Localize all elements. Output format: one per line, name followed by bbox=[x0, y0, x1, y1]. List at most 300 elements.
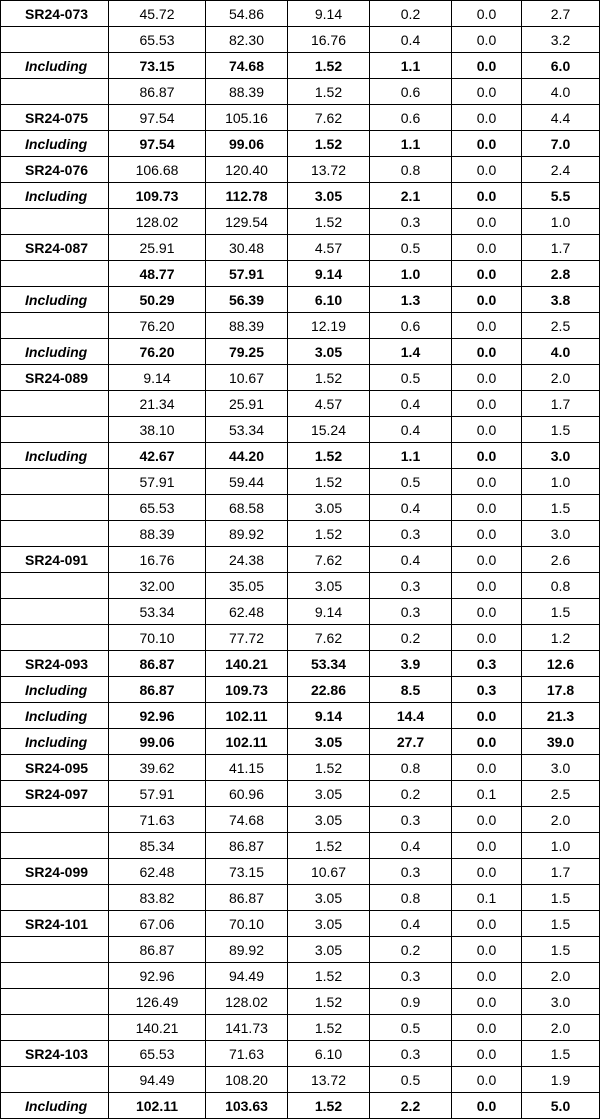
interval-cell: 3.05 bbox=[288, 729, 370, 755]
grade-a-cell: 0.2 bbox=[370, 937, 452, 963]
grade-b-cell: 0.0 bbox=[452, 313, 522, 339]
grade-c-cell: 1.7 bbox=[522, 235, 600, 261]
including-label-cell: Including bbox=[1, 53, 109, 79]
to-cell: 86.87 bbox=[206, 885, 288, 911]
grade-a-cell: 0.3 bbox=[370, 209, 452, 235]
grade-a-cell: 0.4 bbox=[370, 27, 452, 53]
including-label-cell: Including bbox=[1, 339, 109, 365]
to-cell: 60.96 bbox=[206, 781, 288, 807]
interval-cell: 13.72 bbox=[288, 1067, 370, 1093]
grade-b-cell: 0.0 bbox=[452, 833, 522, 859]
label-cell bbox=[1, 625, 109, 651]
grade-c-cell: 1.0 bbox=[522, 833, 600, 859]
hole-id-cell: SR24-089 bbox=[1, 365, 109, 391]
grade-a-cell: 0.4 bbox=[370, 833, 452, 859]
interval-cell: 3.05 bbox=[288, 911, 370, 937]
grade-b-cell: 0.0 bbox=[452, 287, 522, 313]
from-cell: 67.06 bbox=[109, 911, 206, 937]
interval-cell: 4.57 bbox=[288, 391, 370, 417]
label-cell bbox=[1, 391, 109, 417]
grade-b-cell: 0.0 bbox=[452, 989, 522, 1015]
grade-c-cell: 1.0 bbox=[522, 209, 600, 235]
grade-c-cell: 1.5 bbox=[522, 599, 600, 625]
interval-cell: 1.52 bbox=[288, 209, 370, 235]
interval-cell: 7.62 bbox=[288, 547, 370, 573]
table-row bbox=[1, 469, 600, 495]
including-label-cell: Including bbox=[1, 703, 109, 729]
label-cell bbox=[1, 469, 109, 495]
grade-c-cell: 2.0 bbox=[522, 365, 600, 391]
from-cell: 86.87 bbox=[109, 937, 206, 963]
grade-a-cell: 0.4 bbox=[370, 911, 452, 937]
grade-c-cell: 3.0 bbox=[522, 443, 600, 469]
drill-results-body bbox=[1, 1, 600, 1119]
including-label-cell: Including bbox=[1, 287, 109, 313]
to-cell: 140.21 bbox=[206, 651, 288, 677]
to-cell: 30.48 bbox=[206, 235, 288, 261]
table-row bbox=[1, 235, 600, 261]
grade-b-cell: 0.0 bbox=[452, 339, 522, 365]
grade-a-cell: 0.3 bbox=[370, 599, 452, 625]
to-cell: 35.05 bbox=[206, 573, 288, 599]
grade-a-cell: 0.4 bbox=[370, 391, 452, 417]
grade-a-cell: 8.5 bbox=[370, 677, 452, 703]
to-cell: 128.02 bbox=[206, 989, 288, 1015]
to-cell: 24.38 bbox=[206, 547, 288, 573]
table-row bbox=[1, 599, 600, 625]
to-cell: 70.10 bbox=[206, 911, 288, 937]
interval-cell: 1.52 bbox=[288, 1015, 370, 1041]
grade-a-cell: 27.7 bbox=[370, 729, 452, 755]
label-cell bbox=[1, 1067, 109, 1093]
table-row bbox=[1, 183, 600, 209]
grade-c-cell: 2.6 bbox=[522, 547, 600, 573]
table-row bbox=[1, 1067, 600, 1093]
to-cell: 57.91 bbox=[206, 261, 288, 287]
table-row bbox=[1, 755, 600, 781]
hole-id-cell: SR24-101 bbox=[1, 911, 109, 937]
interval-cell: 1.52 bbox=[288, 131, 370, 157]
table-row bbox=[1, 703, 600, 729]
interval-cell: 1.52 bbox=[288, 833, 370, 859]
grade-b-cell: 0.0 bbox=[452, 911, 522, 937]
from-cell: 85.34 bbox=[109, 833, 206, 859]
grade-c-cell: 2.0 bbox=[522, 1015, 600, 1041]
table-row bbox=[1, 547, 600, 573]
to-cell: 62.48 bbox=[206, 599, 288, 625]
grade-a-cell: 0.6 bbox=[370, 105, 452, 131]
grade-c-cell: 1.5 bbox=[522, 495, 600, 521]
from-cell: 25.91 bbox=[109, 235, 206, 261]
from-cell: 42.67 bbox=[109, 443, 206, 469]
label-cell bbox=[1, 833, 109, 859]
label-cell bbox=[1, 495, 109, 521]
interval-cell: 7.62 bbox=[288, 105, 370, 131]
from-cell: 62.48 bbox=[109, 859, 206, 885]
grade-b-cell: 0.0 bbox=[452, 443, 522, 469]
from-cell: 71.63 bbox=[109, 807, 206, 833]
grade-a-cell: 0.9 bbox=[370, 989, 452, 1015]
grade-c-cell: 12.6 bbox=[522, 651, 600, 677]
table-row bbox=[1, 1, 600, 27]
grade-c-cell: 2.4 bbox=[522, 157, 600, 183]
grade-c-cell: 17.8 bbox=[522, 677, 600, 703]
interval-cell: 10.67 bbox=[288, 859, 370, 885]
from-cell: 140.21 bbox=[109, 1015, 206, 1041]
grade-b-cell: 0.0 bbox=[452, 937, 522, 963]
table-row bbox=[1, 1093, 600, 1119]
interval-cell: 3.05 bbox=[288, 937, 370, 963]
grade-b-cell: 0.0 bbox=[452, 599, 522, 625]
to-cell: 74.68 bbox=[206, 53, 288, 79]
from-cell: 97.54 bbox=[109, 131, 206, 157]
grade-b-cell: 0.0 bbox=[452, 79, 522, 105]
grade-c-cell: 3.8 bbox=[522, 287, 600, 313]
interval-cell: 13.72 bbox=[288, 157, 370, 183]
label-cell bbox=[1, 599, 109, 625]
grade-c-cell: 4.0 bbox=[522, 79, 600, 105]
interval-cell: 1.52 bbox=[288, 1093, 370, 1119]
grade-b-cell: 0.0 bbox=[452, 53, 522, 79]
grade-a-cell: 0.3 bbox=[370, 521, 452, 547]
to-cell: 94.49 bbox=[206, 963, 288, 989]
table-row bbox=[1, 989, 600, 1015]
table-row bbox=[1, 495, 600, 521]
to-cell: 74.68 bbox=[206, 807, 288, 833]
grade-b-cell: 0.0 bbox=[452, 495, 522, 521]
grade-b-cell: 0.3 bbox=[452, 677, 522, 703]
from-cell: 109.73 bbox=[109, 183, 206, 209]
grade-b-cell: 0.0 bbox=[452, 27, 522, 53]
including-label-cell: Including bbox=[1, 443, 109, 469]
grade-b-cell: 0.0 bbox=[452, 755, 522, 781]
hole-id-cell: SR24-103 bbox=[1, 1041, 109, 1067]
grade-b-cell: 0.0 bbox=[452, 417, 522, 443]
from-cell: 32.00 bbox=[109, 573, 206, 599]
grade-b-cell: 0.1 bbox=[452, 781, 522, 807]
table-row bbox=[1, 963, 600, 989]
including-label-cell: Including bbox=[1, 183, 109, 209]
grade-c-cell: 3.2 bbox=[522, 27, 600, 53]
from-cell: 38.10 bbox=[109, 417, 206, 443]
from-cell: 83.82 bbox=[109, 885, 206, 911]
label-cell bbox=[1, 937, 109, 963]
grade-a-cell: 0.5 bbox=[370, 1067, 452, 1093]
table-row bbox=[1, 1015, 600, 1041]
grade-a-cell: 0.6 bbox=[370, 313, 452, 339]
grade-b-cell: 0.0 bbox=[452, 1015, 522, 1041]
from-cell: 86.87 bbox=[109, 79, 206, 105]
label-cell bbox=[1, 261, 109, 287]
grade-b-cell: 0.0 bbox=[452, 157, 522, 183]
interval-cell: 3.05 bbox=[288, 495, 370, 521]
label-cell bbox=[1, 79, 109, 105]
interval-cell: 1.52 bbox=[288, 79, 370, 105]
grade-c-cell: 1.5 bbox=[522, 911, 600, 937]
label-cell bbox=[1, 807, 109, 833]
interval-cell: 3.05 bbox=[288, 183, 370, 209]
interval-cell: 3.05 bbox=[288, 781, 370, 807]
grade-b-cell: 0.0 bbox=[452, 261, 522, 287]
grade-c-cell: 1.7 bbox=[522, 391, 600, 417]
from-cell: 45.72 bbox=[109, 1, 206, 27]
hole-id-cell: SR24-076 bbox=[1, 157, 109, 183]
grade-a-cell: 0.3 bbox=[370, 963, 452, 989]
grade-b-cell: 0.0 bbox=[452, 573, 522, 599]
interval-cell: 3.05 bbox=[288, 339, 370, 365]
label-cell bbox=[1, 885, 109, 911]
grade-b-cell: 0.0 bbox=[452, 469, 522, 495]
grade-a-cell: 0.4 bbox=[370, 547, 452, 573]
to-cell: 71.63 bbox=[206, 1041, 288, 1067]
to-cell: 89.92 bbox=[206, 521, 288, 547]
grade-b-cell: 0.1 bbox=[452, 885, 522, 911]
grade-c-cell: 2.8 bbox=[522, 261, 600, 287]
to-cell: 73.15 bbox=[206, 859, 288, 885]
from-cell: 21.34 bbox=[109, 391, 206, 417]
grade-c-cell: 2.5 bbox=[522, 313, 600, 339]
grade-b-cell: 0.0 bbox=[452, 209, 522, 235]
table-row bbox=[1, 729, 600, 755]
grade-c-cell: 3.0 bbox=[522, 521, 600, 547]
including-label-cell: Including bbox=[1, 1093, 109, 1119]
table-row bbox=[1, 53, 600, 79]
table-row bbox=[1, 677, 600, 703]
to-cell: 44.20 bbox=[206, 443, 288, 469]
interval-cell: 4.57 bbox=[288, 235, 370, 261]
interval-cell: 1.52 bbox=[288, 521, 370, 547]
to-cell: 88.39 bbox=[206, 79, 288, 105]
to-cell: 59.44 bbox=[206, 469, 288, 495]
grade-c-cell: 5.5 bbox=[522, 183, 600, 209]
table-row bbox=[1, 833, 600, 859]
grade-b-cell: 0.0 bbox=[452, 963, 522, 989]
interval-cell: 9.14 bbox=[288, 1, 370, 27]
table-row bbox=[1, 885, 600, 911]
to-cell: 25.91 bbox=[206, 391, 288, 417]
grade-b-cell: 0.0 bbox=[452, 729, 522, 755]
grade-a-cell: 0.8 bbox=[370, 755, 452, 781]
interval-cell: 9.14 bbox=[288, 703, 370, 729]
from-cell: 65.53 bbox=[109, 1041, 206, 1067]
from-cell: 92.96 bbox=[109, 703, 206, 729]
grade-c-cell: 7.0 bbox=[522, 131, 600, 157]
grade-a-cell: 1.1 bbox=[370, 53, 452, 79]
to-cell: 102.11 bbox=[206, 703, 288, 729]
table-row bbox=[1, 209, 600, 235]
table-row bbox=[1, 521, 600, 547]
label-cell bbox=[1, 209, 109, 235]
from-cell: 92.96 bbox=[109, 963, 206, 989]
table-row bbox=[1, 365, 600, 391]
grade-b-cell: 0.0 bbox=[452, 521, 522, 547]
interval-cell: 3.05 bbox=[288, 573, 370, 599]
table-row bbox=[1, 339, 600, 365]
from-cell: 16.76 bbox=[109, 547, 206, 573]
from-cell: 126.49 bbox=[109, 989, 206, 1015]
hole-id-cell: SR24-087 bbox=[1, 235, 109, 261]
from-cell: 39.62 bbox=[109, 755, 206, 781]
hole-id-cell: SR24-073 bbox=[1, 1, 109, 27]
from-cell: 76.20 bbox=[109, 313, 206, 339]
label-cell bbox=[1, 313, 109, 339]
interval-cell: 53.34 bbox=[288, 651, 370, 677]
grade-a-cell: 0.5 bbox=[370, 469, 452, 495]
from-cell: 99.06 bbox=[109, 729, 206, 755]
from-cell: 48.77 bbox=[109, 261, 206, 287]
from-cell: 73.15 bbox=[109, 53, 206, 79]
grade-a-cell: 0.5 bbox=[370, 365, 452, 391]
table-row bbox=[1, 625, 600, 651]
grade-a-cell: 0.8 bbox=[370, 885, 452, 911]
grade-b-cell: 0.0 bbox=[452, 807, 522, 833]
from-cell: 65.53 bbox=[109, 27, 206, 53]
grade-a-cell: 0.5 bbox=[370, 1015, 452, 1041]
from-cell: 97.54 bbox=[109, 105, 206, 131]
interval-cell: 16.76 bbox=[288, 27, 370, 53]
grade-c-cell: 0.8 bbox=[522, 573, 600, 599]
from-cell: 88.39 bbox=[109, 521, 206, 547]
grade-a-cell: 0.3 bbox=[370, 1041, 452, 1067]
to-cell: 102.11 bbox=[206, 729, 288, 755]
from-cell: 76.20 bbox=[109, 339, 206, 365]
hole-id-cell: SR24-075 bbox=[1, 105, 109, 131]
table-row bbox=[1, 79, 600, 105]
to-cell: 68.58 bbox=[206, 495, 288, 521]
including-label-cell: Including bbox=[1, 677, 109, 703]
to-cell: 77.72 bbox=[206, 625, 288, 651]
grade-b-cell: 0.0 bbox=[452, 1, 522, 27]
to-cell: 41.15 bbox=[206, 755, 288, 781]
grade-a-cell: 0.4 bbox=[370, 495, 452, 521]
table-row bbox=[1, 807, 600, 833]
to-cell: 56.39 bbox=[206, 287, 288, 313]
hole-id-cell: SR24-095 bbox=[1, 755, 109, 781]
label-cell bbox=[1, 989, 109, 1015]
grade-c-cell: 2.5 bbox=[522, 781, 600, 807]
grade-c-cell: 5.0 bbox=[522, 1093, 600, 1119]
grade-b-cell: 0.0 bbox=[452, 131, 522, 157]
from-cell: 94.49 bbox=[109, 1067, 206, 1093]
to-cell: 53.34 bbox=[206, 417, 288, 443]
interval-cell: 3.05 bbox=[288, 885, 370, 911]
including-label-cell: Including bbox=[1, 729, 109, 755]
grade-b-cell: 0.0 bbox=[452, 1093, 522, 1119]
from-cell: 128.02 bbox=[109, 209, 206, 235]
to-cell: 120.40 bbox=[206, 157, 288, 183]
grade-a-cell: 0.2 bbox=[370, 625, 452, 651]
grade-c-cell: 39.0 bbox=[522, 729, 600, 755]
grade-c-cell: 1.9 bbox=[522, 1067, 600, 1093]
grade-a-cell: 1.4 bbox=[370, 339, 452, 365]
grade-a-cell: 0.8 bbox=[370, 157, 452, 183]
table-row bbox=[1, 313, 600, 339]
grade-c-cell: 1.7 bbox=[522, 859, 600, 885]
grade-c-cell: 4.4 bbox=[522, 105, 600, 131]
from-cell: 9.14 bbox=[109, 365, 206, 391]
label-cell bbox=[1, 1015, 109, 1041]
grade-c-cell: 6.0 bbox=[522, 53, 600, 79]
from-cell: 53.34 bbox=[109, 599, 206, 625]
grade-c-cell: 1.5 bbox=[522, 417, 600, 443]
grade-a-cell: 3.9 bbox=[370, 651, 452, 677]
table-row bbox=[1, 417, 600, 443]
to-cell: 54.86 bbox=[206, 1, 288, 27]
table-row bbox=[1, 287, 600, 313]
grade-b-cell: 0.0 bbox=[452, 547, 522, 573]
grade-c-cell: 21.3 bbox=[522, 703, 600, 729]
grade-c-cell: 1.5 bbox=[522, 937, 600, 963]
grade-c-cell: 1.5 bbox=[522, 1041, 600, 1067]
to-cell: 109.73 bbox=[206, 677, 288, 703]
interval-cell: 9.14 bbox=[288, 261, 370, 287]
table-row bbox=[1, 651, 600, 677]
grade-a-cell: 0.3 bbox=[370, 807, 452, 833]
to-cell: 79.25 bbox=[206, 339, 288, 365]
to-cell: 103.63 bbox=[206, 1093, 288, 1119]
table-row bbox=[1, 781, 600, 807]
interval-cell: 6.10 bbox=[288, 1041, 370, 1067]
from-cell: 57.91 bbox=[109, 781, 206, 807]
grade-b-cell: 0.0 bbox=[452, 859, 522, 885]
hole-id-cell: SR24-091 bbox=[1, 547, 109, 573]
to-cell: 88.39 bbox=[206, 313, 288, 339]
grade-a-cell: 2.1 bbox=[370, 183, 452, 209]
to-cell: 108.20 bbox=[206, 1067, 288, 1093]
grade-c-cell: 3.0 bbox=[522, 755, 600, 781]
interval-cell: 7.62 bbox=[288, 625, 370, 651]
grade-c-cell: 4.0 bbox=[522, 339, 600, 365]
grade-a-cell: 0.4 bbox=[370, 417, 452, 443]
grade-a-cell: 0.6 bbox=[370, 79, 452, 105]
grade-c-cell: 3.0 bbox=[522, 989, 600, 1015]
table-row bbox=[1, 937, 600, 963]
grade-b-cell: 0.0 bbox=[452, 183, 522, 209]
from-cell: 106.68 bbox=[109, 157, 206, 183]
interval-cell: 1.52 bbox=[288, 469, 370, 495]
from-cell: 70.10 bbox=[109, 625, 206, 651]
table-row bbox=[1, 573, 600, 599]
grade-b-cell: 0.0 bbox=[452, 391, 522, 417]
grade-b-cell: 0.0 bbox=[452, 1067, 522, 1093]
grade-c-cell: 1.2 bbox=[522, 625, 600, 651]
grade-a-cell: 14.4 bbox=[370, 703, 452, 729]
table-row bbox=[1, 1041, 600, 1067]
grade-b-cell: 0.0 bbox=[452, 235, 522, 261]
table-row bbox=[1, 391, 600, 417]
grade-a-cell: 1.1 bbox=[370, 443, 452, 469]
label-cell bbox=[1, 417, 109, 443]
to-cell: 10.67 bbox=[206, 365, 288, 391]
label-cell bbox=[1, 963, 109, 989]
grade-b-cell: 0.0 bbox=[452, 1041, 522, 1067]
from-cell: 57.91 bbox=[109, 469, 206, 495]
to-cell: 99.06 bbox=[206, 131, 288, 157]
grade-c-cell: 2.7 bbox=[522, 1, 600, 27]
interval-cell: 1.52 bbox=[288, 365, 370, 391]
interval-cell: 6.10 bbox=[288, 287, 370, 313]
grade-c-cell: 1.0 bbox=[522, 469, 600, 495]
hole-id-cell: SR24-097 bbox=[1, 781, 109, 807]
grade-a-cell: 0.2 bbox=[370, 781, 452, 807]
grade-b-cell: 0.0 bbox=[452, 105, 522, 131]
grade-a-cell: 1.0 bbox=[370, 261, 452, 287]
grade-a-cell: 1.1 bbox=[370, 131, 452, 157]
table-row bbox=[1, 157, 600, 183]
grade-b-cell: 0.3 bbox=[452, 651, 522, 677]
grade-c-cell: 2.0 bbox=[522, 963, 600, 989]
grade-a-cell: 2.2 bbox=[370, 1093, 452, 1119]
